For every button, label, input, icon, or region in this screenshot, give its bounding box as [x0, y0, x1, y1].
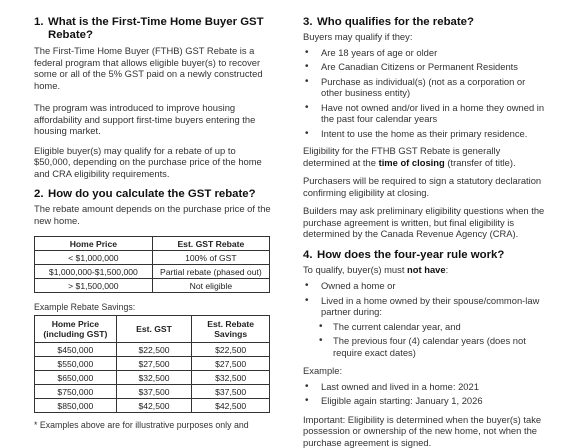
table-header-row	[35, 316, 270, 343]
footnote: * Examples above are for illustrative purposes only and	[34, 420, 274, 431]
table-cell: < $1,000,000	[35, 251, 153, 265]
section-3-paragraph-1: Eligibility for the FTHB GST Rebate is generally determined at the time of closing (transfer of title).	[303, 145, 547, 168]
qualification-list	[303, 47, 547, 140]
table-cell: > $1,500,000	[35, 279, 153, 293]
table-row	[35, 371, 270, 385]
list-item: • Owned a home or	[303, 280, 547, 292]
list-item: • Are 18 years of age or older	[303, 47, 547, 59]
table-row	[35, 385, 270, 399]
table-row	[35, 357, 270, 371]
four-year-rule-sublist	[303, 321, 547, 359]
table-header: Home Price	[35, 237, 153, 251]
table-cell: $850,000	[35, 399, 117, 413]
table-cell: $22,500	[192, 343, 270, 357]
list-item: • Intent to use the home as their primary residence.	[303, 128, 547, 140]
table-header: Est. GST Rebate	[152, 237, 269, 251]
table-cell: $32,500	[192, 371, 270, 385]
list-item: • The previous four (4) calendar years (does not require exact dates)	[303, 335, 547, 358]
table-header: Home Price (including GST)	[35, 316, 117, 343]
table-row	[35, 265, 270, 279]
section-1-paragraph-3: Eligible buyer(s) may qualify for a rebate of up to $50,000, depending on the purchase price of the home and CRA eligibility requirements.	[34, 145, 274, 180]
important-note: Important: Eligibility is determined when the buyer(s) take possession or ownership of the new home, not when the purchase agreement is signed.	[303, 414, 547, 448]
list-item: • Last owned and lived in a home: 2021	[303, 381, 547, 393]
table-row	[35, 279, 270, 293]
list-item: • Have not owned and/or lived in a home they owned in the past four calendar years	[303, 102, 547, 125]
section-2-paragraph-1: The rebate amount depends on the purchase price of the new home.	[34, 203, 274, 226]
right-column	[303, 0, 547, 448]
table-cell: $42,500	[192, 399, 270, 413]
table-cell: $37,500	[116, 385, 192, 399]
table-cell: $32,500	[116, 371, 192, 385]
table-cell: $22,500	[116, 343, 192, 357]
table-cell: $27,500	[192, 357, 270, 371]
example-savings-table	[34, 315, 270, 413]
section-3-intro: Buyers may qualify if they:	[303, 31, 547, 43]
left-column	[34, 0, 274, 431]
list-item: • The current calendar year, and	[303, 321, 547, 333]
table-cell: $450,000	[35, 343, 117, 357]
four-year-rule-list	[303, 280, 547, 318]
table-cell: 100% of GST	[152, 251, 269, 265]
list-item: • Are Canadian Citizens or Permanent Residents	[303, 61, 547, 73]
table-cell: $550,000	[35, 357, 117, 371]
example-list	[303, 381, 547, 407]
section-4-heading: 4. How does the four-year rule work?	[303, 249, 547, 262]
section-3-paragraph-2: Purchasers will be required to sign a statutory declaration confirming eligibility at closing.	[303, 175, 547, 198]
table-row	[35, 251, 270, 265]
table-cell: $42,500	[116, 399, 192, 413]
table-cell: Not eligible	[152, 279, 269, 293]
section-3-paragraph-3: Builders may ask preliminary eligibility questions when the purchase agreement is written, but final eligibility is determined by the Canada Revenue Agency (CRA).	[303, 205, 547, 240]
table-cell: $37,500	[192, 385, 270, 399]
table-cell: Partial rebate (phased out)	[152, 265, 269, 279]
table-cell: $650,000	[35, 371, 117, 385]
list-item: • Purchase as individual(s) (not as a corporation or other business entity)	[303, 76, 547, 99]
section-3-heading: 3. Who qualifies for the rebate?	[303, 16, 547, 29]
section-1-paragraph-1: The First-Time Home Buyer (FTHB) GST Rebate is a federal program that allows eligible buyer(s) to recover some or all of the 5% GST paid on a newly constructed home.	[34, 45, 274, 91]
table-row	[35, 343, 270, 357]
section-4-intro: To qualify, buyer(s) must not have:	[303, 264, 547, 276]
section-1-heading: 1. What is the First-Time Home Buyer GST Rebate?	[34, 16, 274, 42]
table-row	[35, 399, 270, 413]
table-cell: $1,000,000-$1,500,000	[35, 265, 153, 279]
table-cell: $27,500	[116, 357, 192, 371]
table-header-row	[35, 237, 270, 251]
table-cell: $750,000	[35, 385, 117, 399]
section-2-heading: 2. How do you calculate the GST rebate?	[34, 188, 274, 201]
example-label: Example:	[303, 365, 547, 377]
section-1-paragraph-2: The program was introduced to improve housing affordability and support first-time buyers entering the housing market.	[34, 102, 274, 137]
list-item: • Eligible again starting: January 1, 2026	[303, 395, 547, 407]
table-header: Est. Rebate Savings	[192, 316, 270, 343]
rebate-tier-table	[34, 236, 270, 293]
example-caption: Example Rebate Savings:	[34, 302, 274, 313]
table-header: Est. GST	[116, 316, 192, 343]
list-item: • Lived in a home owned by their spouse/common-law partner during:	[303, 295, 547, 318]
